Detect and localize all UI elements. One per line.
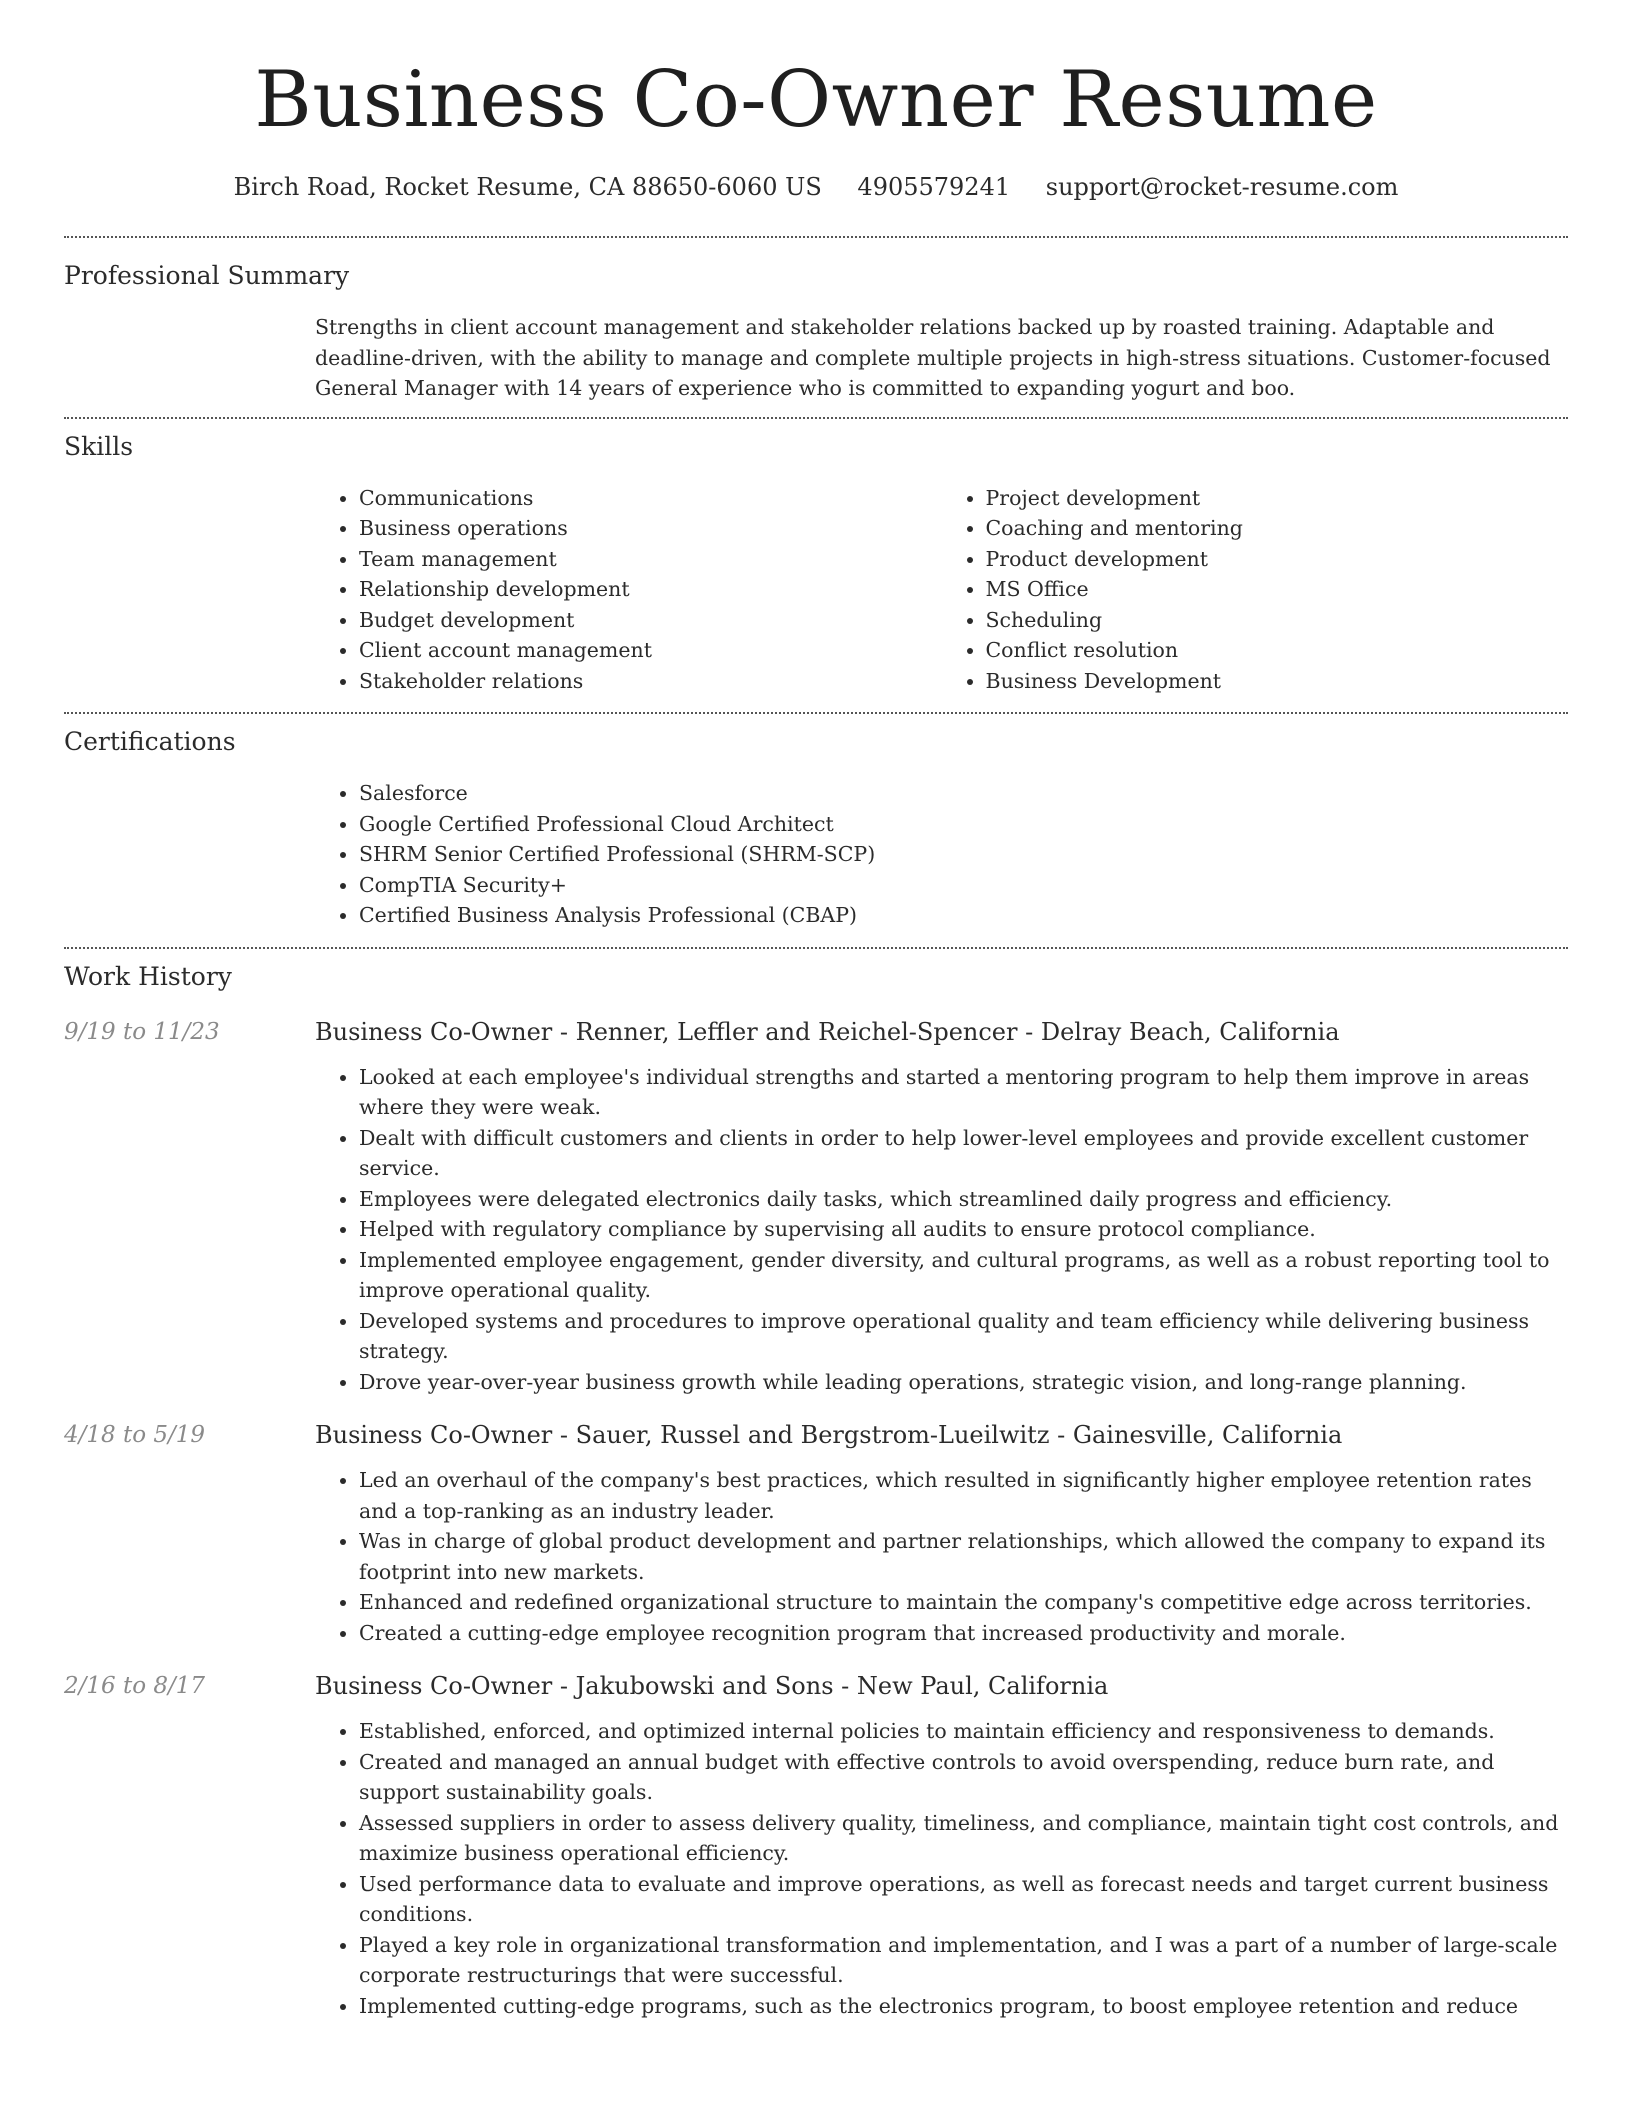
section-title-work-history: Work History [64,961,232,991]
list-item: • Certified Business Analysis Professional (CBAP) [359,900,1568,931]
list-item: • Developed systems and procedures to improve operational quality and team efficiency while delivering business strategy. [359,1306,1568,1367]
list-item: • Implemented employee engagement, gender diversity, and cultural programs, as well as a robust reporting tool to improve operational quality. [359,1245,1568,1306]
job-dates: 4/18 to 5/19 [64,1422,206,1448]
jobs-list [64,1015,1568,2022]
list-item: • Budget development [359,605,942,636]
list-item: • Product development [986,544,1569,575]
job-title: Business Co-Owner - Sauer, Russel and Bergstrom-Lueilwitz - Gainesville, California [315,1421,1343,1449]
job-title: Business Co-Owner - Jakubowski and Sons - New Paul, California [315,1672,1109,1700]
skills-grid [315,483,1568,697]
list-item: • Scheduling [986,605,1569,636]
list-item: • Business operations [359,513,942,544]
contact-line [64,170,1568,204]
job-entry [64,1418,1568,1648]
list-item: • Communications [359,483,942,514]
list-item: • CompTIA Security+ [359,870,1568,901]
job-entry [64,1015,1568,1398]
section-title-skills: Skills [64,431,134,461]
job-title: Business Co-Owner - Renner, Leffler and Reichel-Spencer - Delray Beach, California [315,1017,1340,1046]
job-dates: 2/16 to 8/17 [64,1673,206,1699]
list-item: • Project development [986,483,1569,514]
list-item: • Google Certified Professional Cloud Architect [359,809,1568,840]
phone: 4905579241 [857,173,1011,201]
list-item: • Played a key role in organizational transformation and implementation, and I was a part of a number of large-scale corporate restructurings that were successful. [359,1930,1568,1991]
list-item: • SHRM Senior Certified Professional (SHRM-SCP) [359,839,1568,870]
job-bullet-list [315,1716,1568,2021]
list-item: • Was in charge of global product development and partner relationships, which allowed the company to expand its footprint into new markets. [359,1526,1568,1587]
list-item: • Implemented cutting-edge programs, such as the electronics program, to boost employee retention and reduce [359,1991,1568,2022]
list-item: • Salesforce [359,778,1568,809]
list-item: • Employees were delegated electronics daily tasks, which streamlined daily progress and efficiency. [359,1184,1568,1215]
summary-text: Strengths in client account management and stakeholder relations backed up by roasted training. Adaptable and deadline-driven, with the ability to manage and complete multiple projects in high-stress situations. Customer-focused General Manager with 14 years of experience who is committed to expanding yogurt and boo. [315,315,1551,400]
list-item: • Created a cutting-edge employee recognition program that increased productivity and morale. [359,1618,1568,1649]
list-item: • Conflict resolution [986,635,1569,666]
certifications-section [64,714,1568,947]
certifications-list [315,778,1568,931]
job-bullet-list [315,1465,1568,1648]
job-bullets [315,1465,1568,1648]
list-item: • Created and managed an annual budget with effective controls to avoid overspending, reduce burn rate, and support sustainability goals. [359,1747,1568,1808]
list-item: • Client account management [359,635,942,666]
job-dates: 9/19 to 11/23 [64,1018,220,1045]
list-item: • Business Development [986,666,1569,697]
list-item: • Dealt with difficult customers and clients in order to help lower-level employees and provide excellent customer service. [359,1123,1568,1184]
skills-list-left [315,483,942,697]
address: Birch Road, Rocket Resume, CA 88650-6060 US [233,173,822,201]
list-item: • Assessed suppliers in order to assess delivery quality, timeliness, and compliance, maintain tight cost controls, and maximize business operational efficiency. [359,1808,1568,1869]
email[interactable]: support@rocket-resume.com [1045,173,1399,201]
section-title-summary: Professional Summary [64,261,350,290]
skills-list-right [942,483,1569,697]
section-title-certifications: Certifications [64,727,236,756]
summary-section [64,238,1568,417]
list-item: • Used performance data to evaluate and improve operations, as well as forecast needs and target current business conditions. [359,1869,1568,1930]
list-item: • Established, enforced, and optimized internal policies to maintain efficiency and responsiveness to demands. [359,1716,1568,1747]
work-history-section [64,949,1568,2022]
list-item: • Helped with regulatory compliance by supervising all audits to ensure protocol compliance. [359,1214,1568,1245]
list-item: • MS Office [986,574,1569,605]
resume-title: Business Co-Owner Resume [254,55,1378,145]
list-item: • Team management [359,544,942,575]
list-item: • Looked at each employee's individual strengths and started a mentoring program to help them improve in areas where they were weak. [359,1062,1568,1123]
skills-section [64,419,1568,713]
certifications-content [315,778,1568,931]
list-item: • Coaching and mentoring [986,513,1569,544]
list-item: • Stakeholder relations [359,666,942,697]
list-item: • Relationship development [359,574,942,605]
list-item: • Drove year-over-year business growth while leading operations, strategic vision, and long-range planning. [359,1367,1568,1398]
job-bullets [315,1716,1568,2021]
list-item: • Enhanced and redefined organizational structure to maintain the company's competitive edge across territories. [359,1587,1568,1618]
job-entry [64,1669,1568,2021]
job-bullet-list [315,1062,1568,1398]
resume-page [64,0,1568,2021]
job-bullets [315,1062,1568,1398]
list-item: • Led an overhaul of the company's best practices, which resulted in significantly higher employee retention rates and a top-ranking as an industry leader. [359,1465,1568,1526]
